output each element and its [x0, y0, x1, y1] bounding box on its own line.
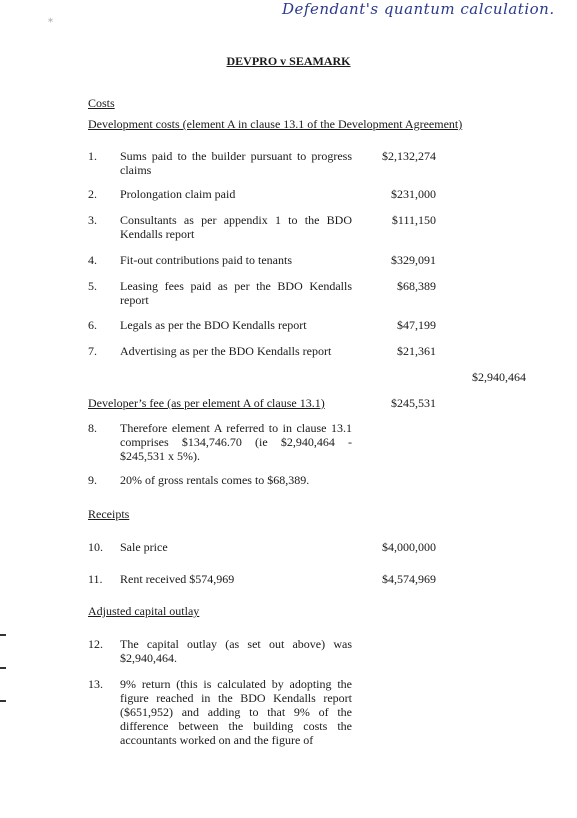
item-amount: $4,000,000 — [382, 540, 436, 554]
developers-fee-amount: $245,531 — [391, 396, 436, 410]
receipts-heading: Receipts — [88, 507, 130, 521]
item-amount: $21,361 — [397, 344, 436, 358]
item-number: 13. — [88, 677, 103, 691]
item-number: 3. — [88, 213, 97, 227]
item-number: 1. — [88, 149, 97, 163]
item-text: Prolongation claim paid — [120, 187, 236, 201]
item-amount: $329,091 — [391, 253, 436, 267]
item-text: Sale price — [120, 540, 168, 554]
scan-smudge: ⁎ — [48, 14, 53, 25]
item-text: Rent received $574,969 — [120, 572, 235, 586]
costs-heading: Costs — [88, 96, 115, 110]
item-amount: $47,199 — [397, 318, 436, 332]
developers-fee-heading: Developer’s fee (as per element A of clause 13.1) — [88, 396, 325, 410]
item-amount: $2,132,274 — [382, 149, 436, 163]
adjusted-capital-outlay-heading: Adjusted capital outlay — [88, 604, 200, 618]
item-number: 12. — [88, 637, 103, 651]
document-title: DEVPRO v SEAMARK — [226, 54, 351, 68]
item-text: 20% of gross rentals comes to $68,389. — [120, 473, 310, 487]
handwritten-annotation: Defendant's quantum calculation. — [282, 0, 555, 18]
item-text: The capital outlay (as set out above) was $2,940,464. — [120, 637, 352, 665]
item-amount: $68,389 — [397, 279, 436, 293]
item-number: 4. — [88, 253, 97, 267]
scan-edge-mark — [0, 700, 6, 702]
item-text: Fit-out contributions paid to tenants — [120, 253, 292, 267]
item-text: Legals as per the BDO Kendalls report — [120, 318, 307, 332]
item-number: 11. — [88, 572, 103, 586]
item-amount: $4,574,969 — [382, 572, 436, 586]
item-amount: $231,000 — [391, 187, 436, 201]
item-number: 5. — [88, 279, 97, 293]
item-text: Therefore element A referred to in clause 13.1 comprises $134,746.70 (ie $2,940,464 - $245,531 x 5%). — [120, 421, 352, 463]
item-number: 8. — [88, 421, 97, 435]
item-text: Advertising as per the BDO Kendalls report — [120, 344, 332, 358]
item-text: Sums paid to the builder pursuant to progress claims — [120, 149, 352, 177]
scan-edge-mark — [0, 634, 6, 636]
item-text: Leasing fees paid as per the BDO Kendalls report — [120, 279, 352, 307]
item-number: 7. — [88, 344, 97, 358]
item-number: 9. — [88, 473, 97, 487]
item-amount: $111,150 — [391, 213, 436, 227]
development-costs-subheading: Development costs (element A in clause 13.1 of the Development Agreement) — [88, 117, 463, 131]
item-number: 2. — [88, 187, 97, 201]
item-text: Consultants as per appendix 1 to the BDO Kendalls report — [120, 213, 352, 241]
costs-total: $2,940,464 — [472, 370, 526, 384]
item-text: 9% return (this is calculated by adopting the figure reached in the BDO Kendalls report ($651,952) and adding to that 9% of the difference between the building costs the accountants worked on and the figure of — [120, 677, 352, 747]
item-number: 6. — [88, 318, 97, 332]
item-number: 10. — [88, 540, 103, 554]
scan-edge-mark — [0, 667, 6, 669]
